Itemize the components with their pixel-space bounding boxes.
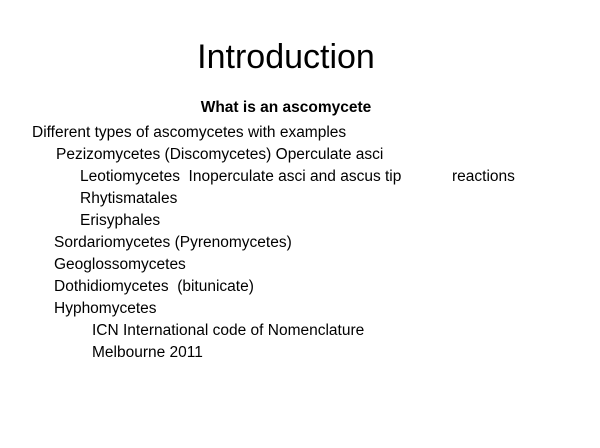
bullet-pezizomycetes: Pezizomycetes (Discomycetes) Operculate asci: [56, 146, 384, 163]
bullet-different-types: Different types of ascomycetes with examples: [32, 124, 347, 141]
bullet-dothidiomycetes: Dothidiomycetes (bitunicate): [54, 278, 254, 295]
bullet-leotiomycetes: Leotiomycetes Inoperculate asci and ascus tip: [80, 168, 402, 185]
bullet-leotiomycetes-reactions: reactions: [452, 168, 515, 185]
bullet-rhytismatales: Rhytismatales: [80, 190, 178, 207]
slide-title: Introduction: [197, 38, 375, 76]
bullet-icn: ICN International code of Nomenclature: [92, 322, 365, 339]
bullet-melbourne: Melbourne 2011: [92, 344, 203, 361]
slide-subtitle: What is an ascomycete: [200, 99, 372, 116]
bullet-geoglossomycetes: Geoglossomycetes: [54, 256, 186, 273]
bullet-erisyphales: Erisyphales: [80, 212, 161, 229]
bullet-sordariomycetes: Sordariomycetes (Pyrenomycetes): [54, 234, 292, 251]
bullet-hyphomycetes: Hyphomycetes: [54, 300, 157, 317]
